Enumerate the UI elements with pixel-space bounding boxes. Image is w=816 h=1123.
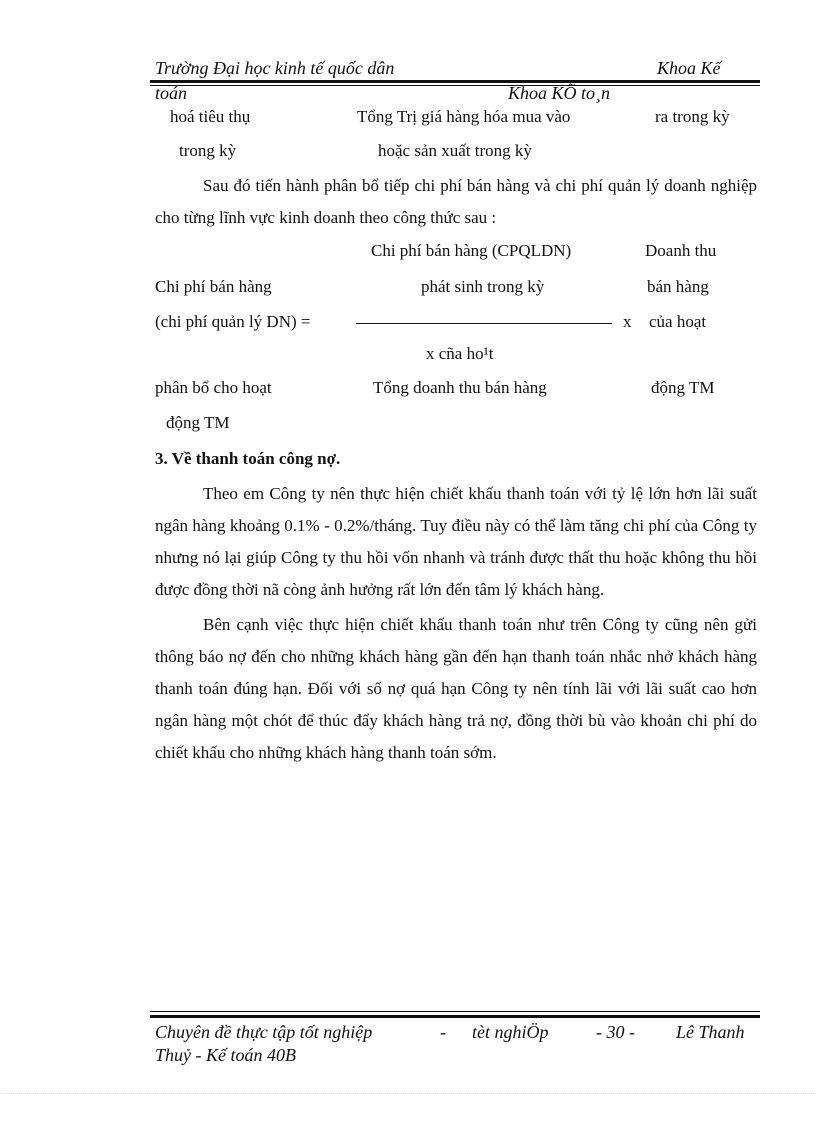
formula2-right-2: bán hàng: [647, 277, 709, 296]
footer-author: Lê Thanh: [676, 1022, 745, 1042]
footer-rule-thin: [150, 1011, 760, 1012]
formula2-denominator: Tổng doanh thu bán hàng: [373, 378, 547, 397]
section-body: [155, 478, 757, 769]
formula2-right-1: Doanh thu: [645, 241, 717, 260]
formula2-garbled: x cña ho¹t: [426, 344, 494, 363]
header-rule-thick: [150, 80, 760, 83]
section-paragraph-1: Theo em Công ty nên thực hiện chiết khấu thanh toán với tỷ lệ lớn hơn lãi suất ngân hàng khoảng 0.1% - 0.2%/tháng. Tuy điều này có thể làm tăng chi phí của Công ty nhưng nó lại giúp Công ty thu hồi vốn nhanh và tránh được thất thu hoặc không thu hồi được đồng thời nã còng ảnh hưởng rất lớn đến tâm lý khách hàng.: [155, 484, 757, 599]
footer-page-number: - 30 -: [596, 1022, 635, 1042]
footer-topic: Chuyên đề thực tập tốt nghiệp: [155, 1022, 373, 1042]
formula1-left-2: trong kỳ: [179, 141, 237, 160]
formula2-left-1: Chi phí bán hàng: [155, 277, 272, 296]
intro-paragraph: [155, 170, 757, 234]
formula1-right-1: ra trong kỳ: [655, 107, 730, 126]
header-dept-cont: toán: [155, 83, 188, 103]
fraction-bar: [356, 323, 612, 324]
formula1-mid-2: hoặc sản xuất trong kỳ: [378, 141, 532, 160]
formula2-right-4: động TM: [651, 378, 715, 397]
formula2-left-4: động TM: [166, 413, 230, 432]
footer-dash: -: [440, 1022, 446, 1042]
formula2-left-2: (chi phí quản lý DN) =: [155, 312, 311, 331]
page-bottom-edge: [0, 1093, 816, 1094]
formula1-left-1: hoá tiêu thụ: [170, 107, 251, 126]
formula2-times: x: [623, 312, 632, 331]
footer-author-2: Thuỷ - Kế toán 40B: [155, 1045, 296, 1065]
header-dept: Khoa Kế: [657, 58, 721, 78]
formula2-numerator-1: Chi phí bán hàng (CPQLDN): [371, 241, 572, 260]
section-paragraph-2: Bên cạnh việc thực hiện chiết khấu thanh toán như trên Công ty cũng nên gửi thông báo nợ đến cho những khách hàng gần đến hạn thanh toán nhắc nhở khách hàng thanh toán đúng hạn. Đối với số nợ quá hạn Công ty nên tính lãi với lãi suất cao hơn ngân hàng một chót để thúc đẩy khách hàng trả nợ, đồng thời bù vào khoản chi phí do chiết khấu cho những khách hàng thanh toán sớm.: [155, 615, 757, 762]
formula1-mid-1: Tổng Trị giá hàng hóa mua vào: [357, 107, 571, 126]
intro-text: Sau đó tiến hành phân bổ tiếp chi phí bán hàng và chi phí quản lý doanh nghiệp cho từng lĩnh vực kinh doanh theo công thức sau :: [155, 176, 757, 227]
header-rule-thin: [150, 85, 760, 86]
header-school: Trường Đại học kinh tế quốc dân: [155, 58, 395, 78]
section-heading: 3. Về thanh toán công nợ.: [155, 449, 341, 468]
footer-garbled: tèt nghiÖp: [472, 1022, 549, 1042]
formula2-numerator-2: phát sinh trong kỳ: [421, 277, 545, 296]
footer-rule-thick: [150, 1015, 760, 1018]
formula2-right-3: của hoạt: [649, 312, 707, 331]
header-dept-garbled: Khoa KÕ to¸n: [508, 83, 611, 103]
formula2-left-3: phân bổ cho hoạt: [155, 378, 272, 397]
